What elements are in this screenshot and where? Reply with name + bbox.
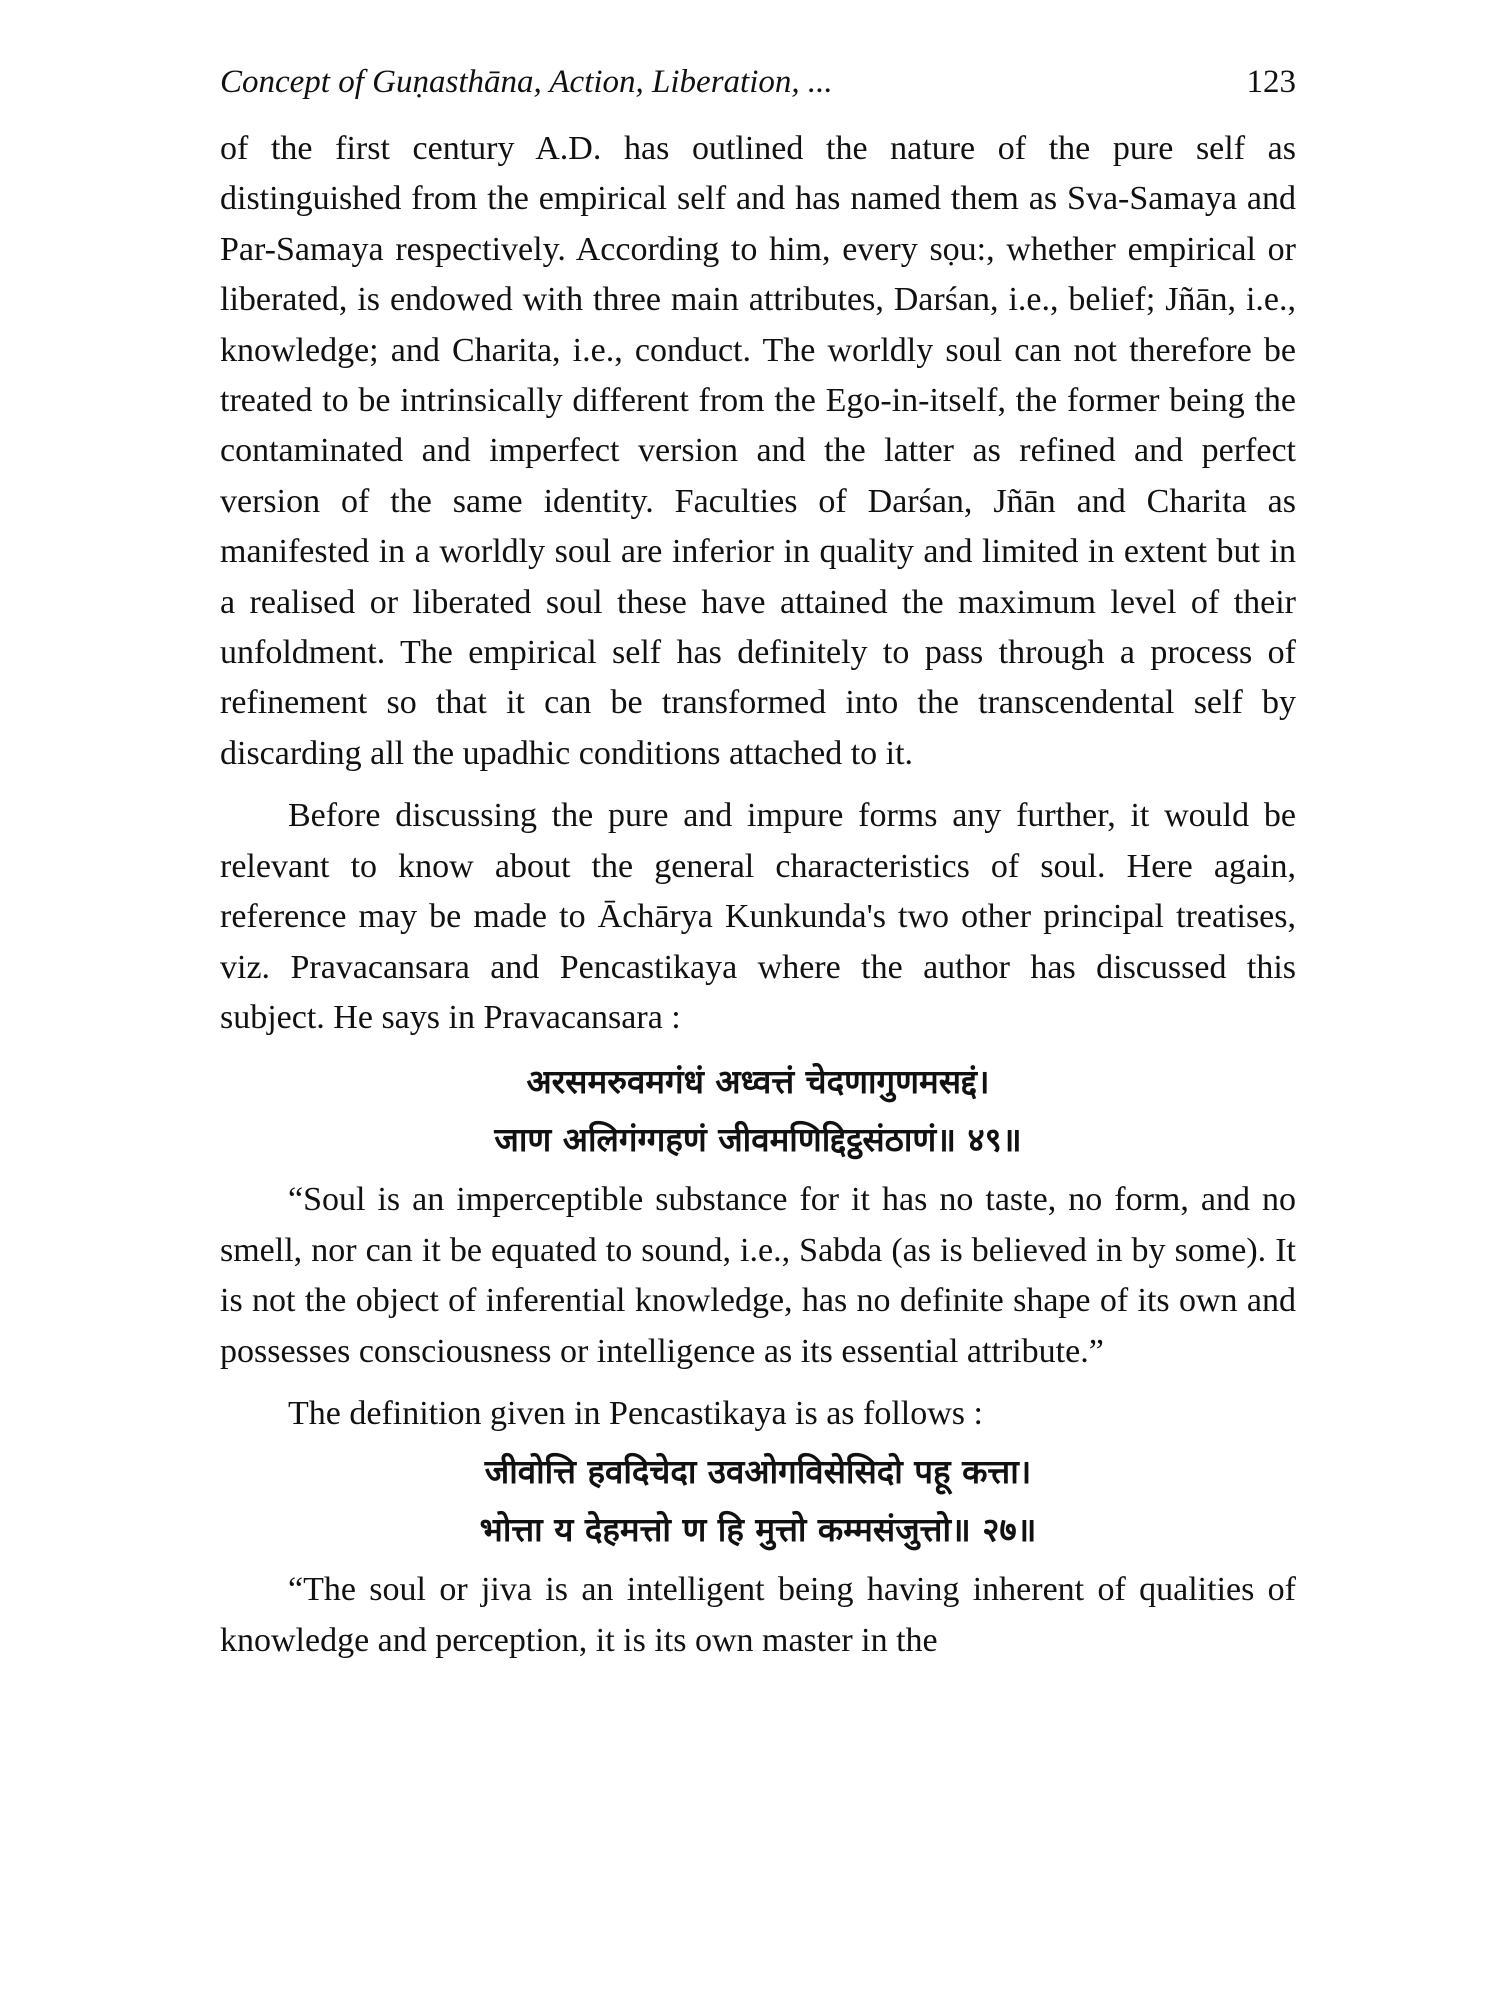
running-head-title: Concept of Guṇasthāna, Action, Liberation, ... <box>220 64 833 100</box>
paragraph-2: Before discussing the pure and impure forms any further, it would be relevant to know about the general characteristics of soul. Here again, reference may be made to Āchārya Kunkunda's two other principal treatises, viz. Pravacansara and Pencastikaya where the author has discussed this subject. He says in Pravacansara : <box>220 797 1296 1036</box>
verse-1-line-1: अरसमरुवमगंधं अध्वत्तं चेदणागुणमसद्दं। <box>526 1062 990 1102</box>
paragraph-1: of the first century A.D. has outlined the nature of the pure self as distinguished from the empirical self and has named them as Sva-Samaya and Par-Samaya respectively. According to him, every sọu:, whether empirical or liberated, is endowed with three main attributes, Darśan, i.e., belief; Jñān, i.e., knowledge; and Charita, i.e., conduct. The worldly soul can not therefore be treated to be intrinsically different from the Ego-in-itself, the former being the contaminated and imperfect version and the latter as refined and perfect version of the same identity. Faculties of Darśan, Jñān and Charita as manifested in a worldly soul are inferior in quality and limited in extent but in a realised or liberated soul these have attained the maximum level of their unfoldment. The empirical self has definitely to pass through a process of refinement so that it can be transformed into the transcendental self by discarding all the upadhic conditions attached to it. <box>220 130 1296 772</box>
verse-2 <box>220 1443 1296 1559</box>
verse-1-line-2: जाण अलिगंग्गहणं जीवमणिद्दिट्ठसंठाणं॥ ४९॥ <box>494 1120 1022 1160</box>
paragraph-4: The definition given in Pencastikaya is as follows : <box>288 1394 983 1432</box>
running-header <box>220 52 1296 112</box>
paragraph-3: “Soul is an imperceptible substance for it has no taste, no form, and no smell, nor can it be equated to sound, i.e., Sabda (as is believed in by some). It is not the object of inferential knowledge, has no definite shape of its own and possesses consciousness or intelligence as its essential attribute.” <box>220 1181 1296 1370</box>
verse-1 <box>220 1053 1296 1169</box>
book-page <box>220 52 1296 1666</box>
verse-2-line-1: जीवोत्ति हवदिचेदा उवओगविसेसिदो पहू कत्ता। <box>484 1452 1032 1492</box>
page-number: 123 <box>1246 64 1296 100</box>
paragraph-5: “The soul or jiva is an intelligent being having inherent of qualities of knowledge and perception, it is its own master in the <box>220 1571 1296 1659</box>
verse-2-line-2: भोत्ता य देहमत्तो ण हि मुत्तो कम्मसंजुत्तो॥ २७॥ <box>479 1510 1037 1550</box>
